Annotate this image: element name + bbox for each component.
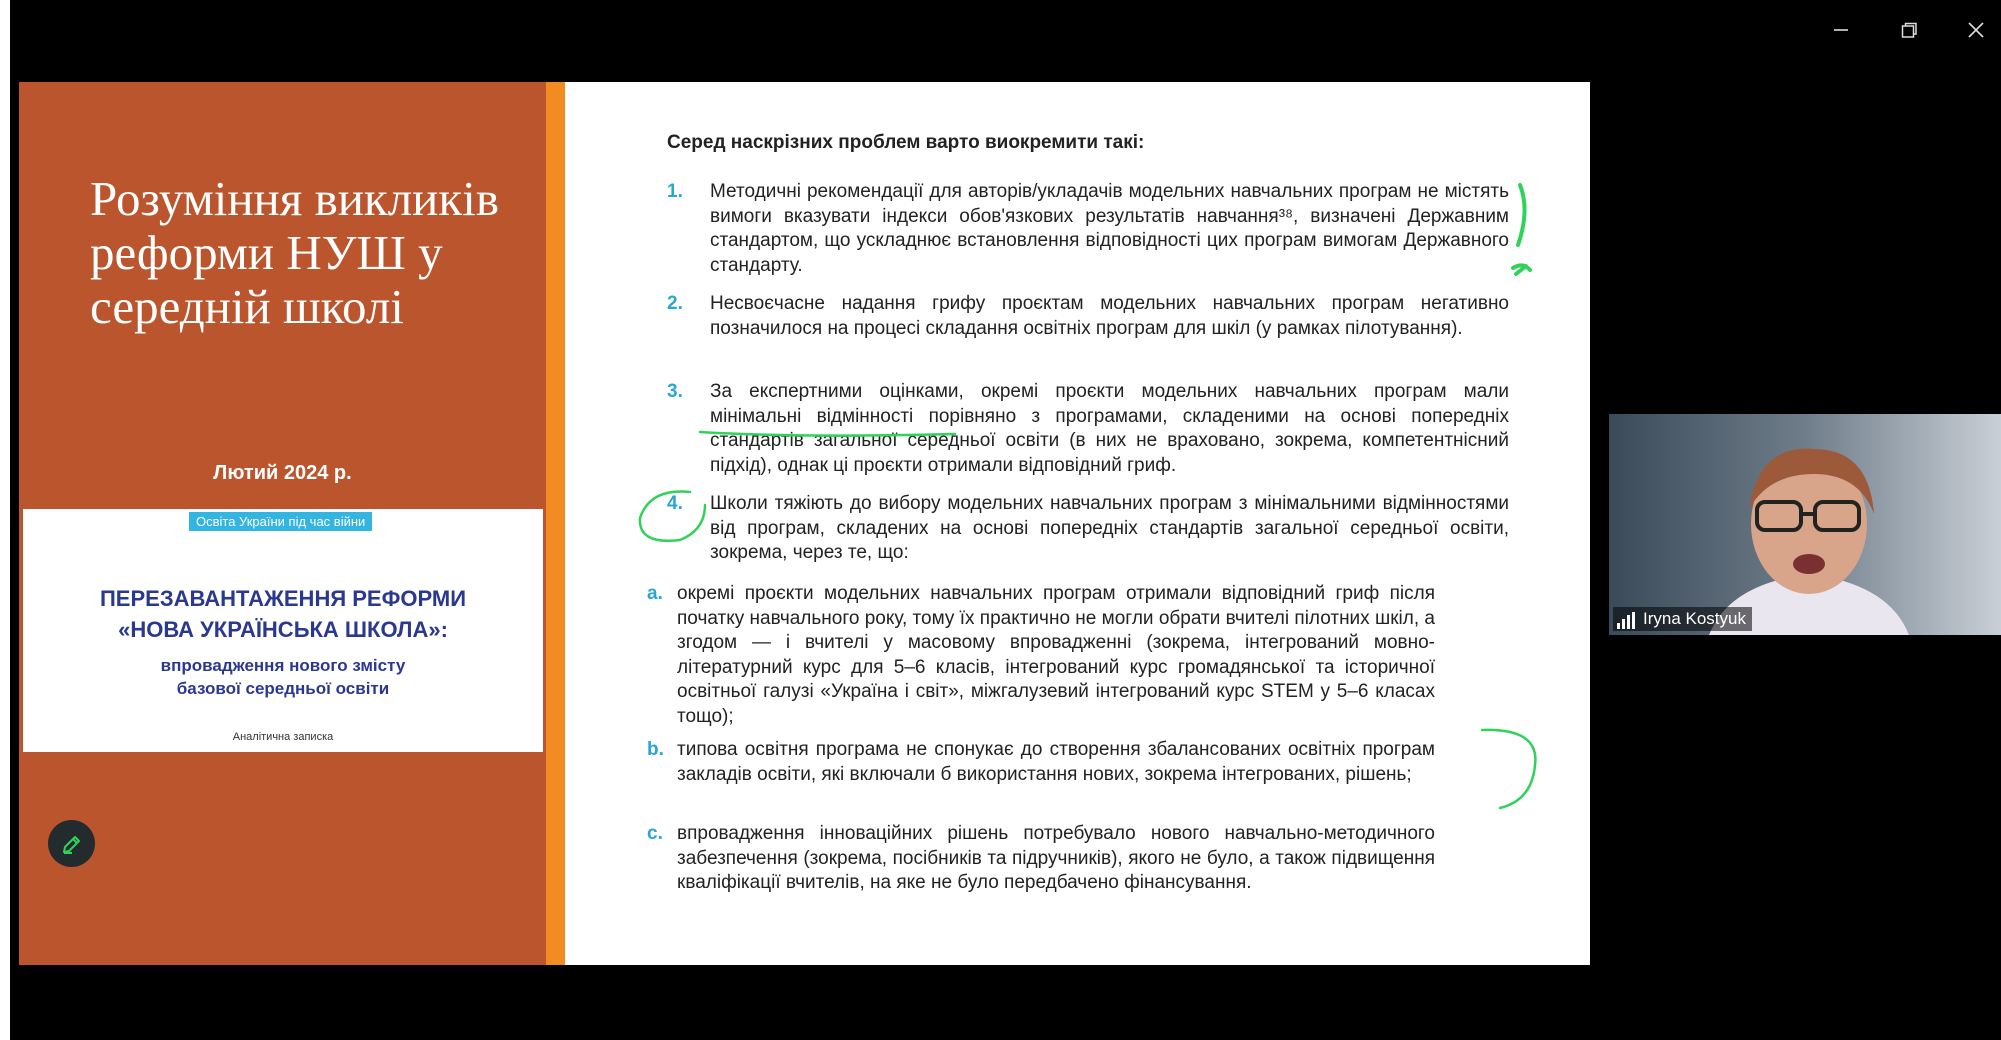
participant-video[interactable] (1609, 414, 2001, 635)
item-text: Методичні рекомендації для авторів/укладачів модельних навчальних програм не містять вимоги вказувати індекси обов'язкових результатів навчання³⁸, визначені Державним стандартом, що ускладнює встановлення відповідності цих програм вимогам Державного стандарту. (710, 181, 1509, 276)
slide-divider-bar (546, 82, 565, 965)
cover-subheading-line1: впровадження нового змісту (160, 656, 406, 675)
slide-date: Лютий 2024 р. (213, 462, 352, 484)
sub-item-text: впровадження інноваційних рішень потребувало нового навчально-методичного забезпечення (зокрема, посібників та підручників), якого не було, а також підвищення кваліфікації вчителів, на яке не було передбачено фінансування. (677, 823, 1435, 893)
item-number: 1. (667, 181, 683, 202)
item-text: Школи тяжіють до вибору модельних навчальних програм з мінімальними відмінностями від програм, складених на основі попередніх стандартів загальної середньої освіти, зокрема, через те, що: (710, 493, 1509, 563)
participant-video-feed (1609, 414, 2001, 635)
slide-title: Розуміння викликів реформи НУШ у середній школі (90, 171, 499, 334)
cover-heading-line1: ПЕРЕЗАВАНТАЖЕННЯ РЕФОРМИ (99, 586, 467, 611)
sub-item-letter: c. (647, 823, 663, 844)
restore-button[interactable] (1884, 10, 1934, 50)
annotate-pen-button[interactable] (48, 820, 95, 867)
sub-item-text: окремі проєкти модельних навчальних програм отримали відповідний гриф після початку навчального року, тому їх практично не могли обрати вчителі пілотних шкіл, а згодом — і вчителі у масовому впровадженні (зокрема, інтегрований мовно-літературний курс для 5–6 класів, інтегрований курс громадянської та історичної освітньої галузі «Україна і світ», міжгалузевий інтегрований курс STEM у 5–6 класах тощо); (677, 583, 1435, 727)
report-cover (23, 509, 543, 752)
cover-subheading-line2: базової середньої освіти (176, 679, 390, 698)
sub-list-item (647, 738, 1435, 787)
item-number: 2. (667, 293, 683, 314)
item-number: 4. (667, 493, 683, 514)
sub-list-item (647, 582, 1435, 729)
item-text: За експертними оцінками, окремі проєкти модельних навчальних програм мали мінімальні відмінності порівняно з програмами, складеними на основі попередніх стандартів загальної середньої освіти (в них не враховано, зокрема, компетентнісний підхід), однак ці проєкти отримали відповідний гриф. (710, 381, 1509, 476)
item-number: 3. (667, 381, 683, 402)
signal-bars-icon (1617, 609, 1637, 629)
participant-name: Iryna Kostyuk (1643, 609, 1746, 628)
cover-heading-line2: «НОВА УКРАЇНСЬКА ШКОЛА»: (118, 617, 448, 642)
cover-heading (23, 583, 543, 645)
sub-item-text: типова освітня програма не спонукає до створення збалансованих освітніх програм закладів освіти, які включали б використання нових, зокрема інтегрованих, рішень; (677, 739, 1435, 785)
cover-subheading (23, 654, 543, 700)
slide-left-panel (19, 82, 546, 965)
close-button[interactable] (1951, 10, 2001, 50)
cover-note: Аналітична записка (232, 731, 334, 743)
pencil-icon (60, 832, 84, 856)
item-text: Несвоєчасне надання грифу проєктам модельних навчальних програм негативно позначилося на процесі складання освітніх програм для шкіл (у рамках пілотування). (710, 293, 1509, 339)
minimize-button[interactable] (1816, 10, 1866, 50)
close-icon (1967, 21, 1985, 39)
minimize-icon (1832, 21, 1850, 39)
participant-label (1613, 607, 1752, 631)
sub-item-letter: b. (647, 739, 664, 760)
cover-tag: Освіта України під час війни (189, 512, 372, 531)
sub-list-item (647, 822, 1435, 896)
sub-item-letter: a. (647, 583, 663, 604)
restore-icon (1900, 21, 1918, 39)
slide-intro: Серед наскрізних проблем варто виокремити такі: (667, 132, 1145, 153)
